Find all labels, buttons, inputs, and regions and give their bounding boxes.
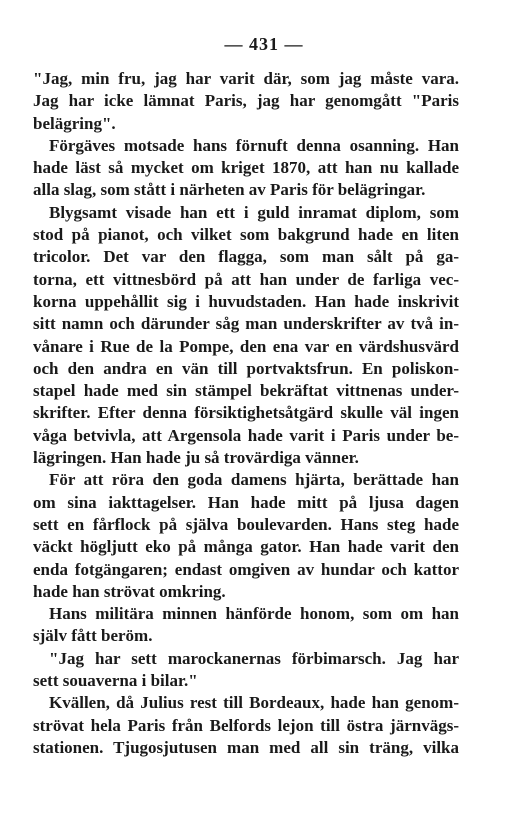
- paragraph: [33, 469, 459, 603]
- text-line: torna, ett vittnesbörd på att han under de farliga vec-: [33, 269, 459, 289]
- text-line: våga betvivla, att Argensola hade varit i Paris under be-: [33, 425, 459, 445]
- text-line: sett en fårflock på själva boulevarden. Hans steg hade: [33, 514, 459, 534]
- text-line: enda fotgängaren; endast omgiven av hundar och kattor: [33, 559, 459, 579]
- text-line: sitt namn och därunder såg man underskrifter av två in-: [33, 314, 459, 334]
- text-line: belägring".: [33, 113, 116, 133]
- paragraph: [33, 692, 459, 759]
- text-line: stationen. Tjugosjutusen man med all sin träng, vilka: [33, 737, 459, 757]
- text-line: hade läst så mycket om kriget 1870, att han nu kallade: [33, 158, 459, 178]
- text-line: väckt högljutt eko på många gator. Han hade varit den: [33, 537, 459, 557]
- text-line: själv fått beröm.: [33, 626, 153, 646]
- paragraph: [33, 648, 459, 693]
- text-line: lägringen. Han hade ju så trovärdiga vänner.: [33, 448, 359, 468]
- text-line: stapel hade med sin stämpel bekräftat vittnenas under-: [33, 381, 459, 401]
- text-line: korna uppehållit sig i huvudstaden. Han hade inskrivit: [33, 291, 459, 311]
- text-line: och den andra en vän till portvaktsfrun. En poliskon-: [33, 358, 459, 378]
- text-line: tricolor. Det var den flagga, som man sålt på ga-: [33, 247, 459, 267]
- paragraph: [33, 68, 459, 135]
- text-line: Kvällen, då Julius rest till Bordeaux, hade han genom-: [49, 693, 459, 713]
- text-line: stod på pianot, och vilket som bakgrund hade en liten: [33, 225, 459, 245]
- text-line: "Jag har sett marockanernas förbimarsch. Jag har: [49, 648, 459, 668]
- text-line: Jag har icke lämnat Paris, jag har genomgått "Paris: [33, 91, 459, 111]
- text-line: skrifter. Efter denna försiktighetsåtgärd skulle väl ingen: [33, 403, 459, 423]
- body-text: [33, 68, 459, 759]
- page-number: — 431 —: [224, 34, 304, 54]
- paragraph: [33, 202, 459, 470]
- text-line: Förgäves motsade hans förnuft denna osanning. Han: [49, 135, 459, 155]
- text-line: om sina iakttagelser. Han hade mitt på ljusa dagen: [33, 492, 459, 512]
- text-line: sett souaverna i bilar.": [33, 671, 198, 691]
- paragraph: [33, 603, 459, 648]
- text-line: alla slag, som stått i närheten av Paris för belägringar.: [33, 180, 426, 200]
- text-line: För att röra den goda damens hjärta, berättade han: [49, 470, 459, 490]
- text-line: Blygsamt visade han ett i guld inramat diplom, som: [49, 202, 459, 222]
- text-line: hade han strövat omkring.: [33, 581, 226, 601]
- text-line: Hans militära minnen hänförde honom, som om han: [49, 604, 459, 624]
- text-line: "Jag, min fru, jag har varit där, som jag måste vara.: [33, 69, 459, 88]
- text-line: vånare i Rue de la Pompe, den ena var en värdshusvärd: [33, 336, 459, 356]
- text-line: strövat hela Paris från Belfords lejon till östra järnvägs-: [33, 715, 459, 735]
- paragraph: [33, 135, 459, 202]
